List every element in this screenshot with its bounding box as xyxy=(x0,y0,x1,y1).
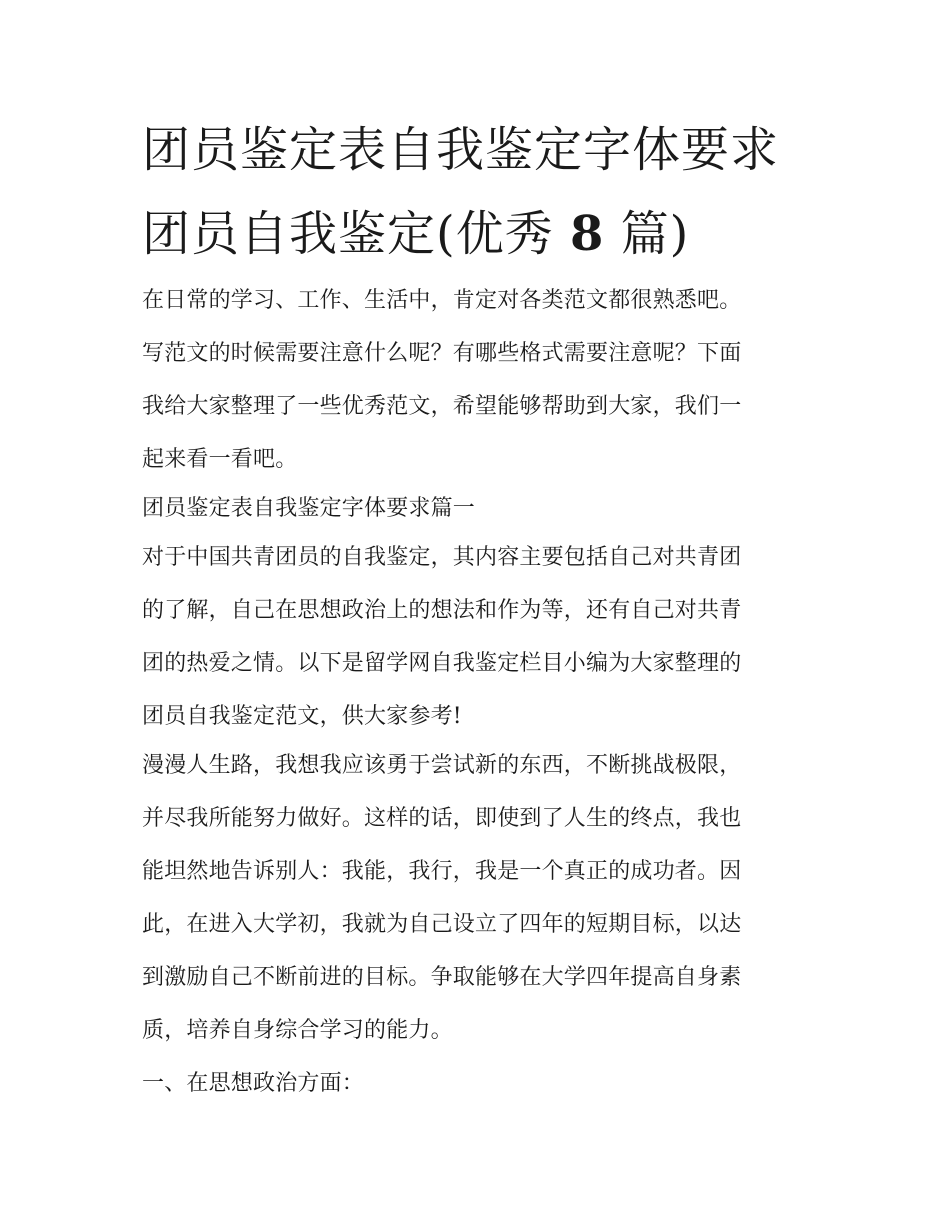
title-line-2 xyxy=(142,202,822,266)
title-number: 8 xyxy=(570,206,605,262)
text-line: 并尽我所能努力做好。这样的话，即使到了人生的终点，我也 xyxy=(142,806,742,831)
section-heading-text: 团员鉴定表自我鉴定字体要求篇一 xyxy=(142,496,476,521)
text-line: 我给大家整理了一些优秀范文，希望能够帮助到大家，我们一 xyxy=(142,394,742,419)
text-line: 团员自我鉴定范文，供大家参考! xyxy=(142,704,462,729)
text-line: 能坦然地告诉别人：我能，我行，我是一个真正的成功者。因 xyxy=(142,859,742,884)
text-line: 团的热爱之情。以下是留学网自我鉴定栏目小编为大家整理的 xyxy=(142,651,742,676)
subsection-heading-text: 一、在思想政治方面： xyxy=(142,1071,365,1096)
body-paragraph xyxy=(142,747,814,1049)
document-body xyxy=(142,282,814,1102)
text-line: 到激励自己不断前进的目标。争取能够在大学四年提高自身素 xyxy=(142,965,742,990)
text-line: 漫漫人生路，我想我应该勇于尝试新的东西，不断挑战极限， xyxy=(142,753,742,778)
text-line: 在日常的学习、工作、生活中，肯定对各类范文都很熟悉吧。 xyxy=(142,288,742,313)
title-line-2-text: 团员自我鉴定(优秀 xyxy=(142,206,570,262)
text-line: 此，在进入大学初，我就为自己设立了四年的短期目标，以达 xyxy=(142,912,742,937)
intro-paragraph xyxy=(142,282,814,478)
text-line: 写范文的时候需要注意什么呢？有哪些格式需要注意呢？下面 xyxy=(142,341,742,366)
document-title xyxy=(142,118,822,266)
subsection-heading xyxy=(142,1065,814,1102)
title-line-1: 团员鉴定表自我鉴定字体要求 xyxy=(142,122,780,178)
text-line: 对于中国共青团员的自我鉴定，其内容主要包括自己对共青团 xyxy=(142,545,742,570)
text-line: 起来看一看吧。 xyxy=(142,447,298,472)
text-line: 质，培养自身综合学习的能力。 xyxy=(142,1018,453,1043)
title-line-2-suffix: 篇) xyxy=(604,206,690,262)
text-line: 的了解，自己在思想政治上的想法和作为等，还有自己对共青 xyxy=(142,598,742,623)
body-paragraph xyxy=(142,539,814,735)
section-heading xyxy=(142,490,814,527)
